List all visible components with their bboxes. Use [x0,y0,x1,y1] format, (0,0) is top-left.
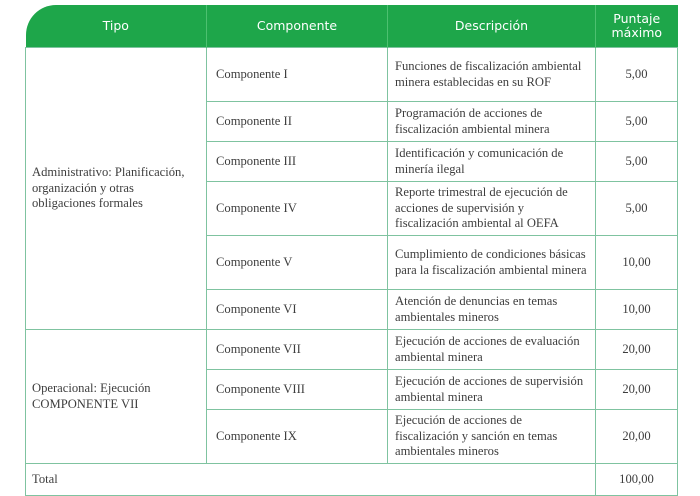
puntaje-cell: 5,00 [596,142,678,182]
descripcion-cell: Ejecución de acciones de evaluación ambiental minera [388,330,596,370]
table-row [26,48,678,102]
total-label: Total [26,464,596,496]
componente-cell: Componente IX [207,410,388,464]
componente-cell: Componente IV [207,182,388,236]
puntaje-cell: 20,00 [596,370,678,410]
puntaje-cell: 10,00 [596,290,678,330]
header-componente: Componente [207,5,388,48]
descripcion-cell: Atención de denuncias en temas ambientales mineros [388,290,596,330]
descripcion-cell: Funciones de fiscalización ambiental minera establecidas en su ROF [388,48,596,102]
descripcion-cell: Ejecución de acciones de supervisión ambiental minera [388,370,596,410]
componente-cell: Componente III [207,142,388,182]
tipo-operacional: Operacional: Ejecución COMPONENTE VII [26,330,207,464]
scoring-table-container [25,5,677,496]
table-row [26,330,678,370]
componente-cell: Componente V [207,236,388,290]
total-puntaje: 100,00 [596,464,678,496]
puntaje-cell: 20,00 [596,330,678,370]
componente-cell: Componente VII [207,330,388,370]
header-puntaje-maximo [596,5,678,48]
header-descripcion: Descripción [388,5,596,48]
puntaje-cell: 10,00 [596,236,678,290]
puntaje-cell: 20,00 [596,410,678,464]
puntaje-cell: 5,00 [596,102,678,142]
descripcion-cell: Ejecución de acciones de fiscalización y sanción en temas ambientales mineros [388,410,596,464]
table-header-row [26,5,678,48]
componente-cell: Componente VIII [207,370,388,410]
scoring-table [25,5,678,496]
descripcion-cell: Identificación y comunicación de minería ilegal [388,142,596,182]
descripcion-cell: Cumplimiento de condiciones básicas para la fiscalización ambiental minera [388,236,596,290]
header-puntaje-line1: Puntaje [613,11,661,26]
puntaje-cell: 5,00 [596,48,678,102]
descripcion-cell: Reporte trimestral de ejecución de acciones de supervisión y fiscalización ambiental al OEFA [388,182,596,236]
header-tipo: Tipo [26,5,207,48]
tipo-administrativo: Administrativo: Planificación, organización y otras obligaciones formales [26,48,207,330]
header-puntaje-line2: máximo [611,25,663,40]
componente-cell: Componente I [207,48,388,102]
descripcion-cell: Programación de acciones de fiscalización ambiental minera [388,102,596,142]
puntaje-cell: 5,00 [596,182,678,236]
componente-cell: Componente VI [207,290,388,330]
componente-cell: Componente II [207,102,388,142]
